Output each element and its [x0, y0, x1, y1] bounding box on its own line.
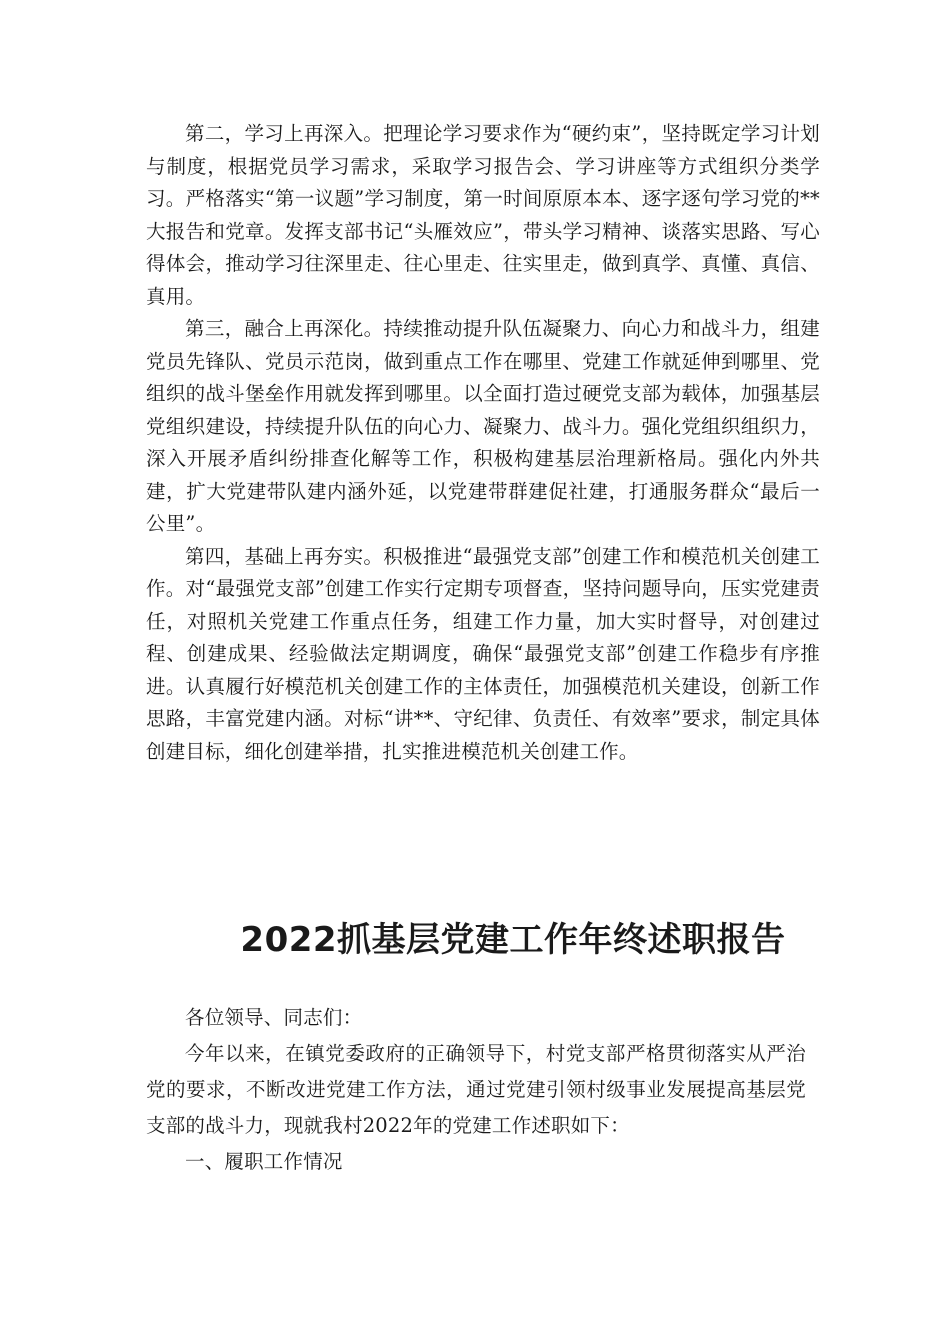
paragraph-third-point: 第三，融合上再深化。持续推动提升队伍凝聚力、向心力和战斗力，组建党员先锋队、党员示范岗，做到重点工作在哪里、党建工作就延伸到哪里、党组织的战斗堡垒作用就发挥到哪里。以全面打造过硬党支部为载体，加强基层党组织建设，持续提升队伍的向心力、凝聚力、战斗力。强化党组织组织力，深入开展矛盾纠纷排查化解等工作，积极构建基层治理新格局。强化内外共建，扩大党建带队建内涵外延，以党建带群建促社建，打通服务群众“最后一公里”。: [146, 317, 820, 535]
report-body: [146, 1000, 806, 1180]
paragraph-intro: 今年以来，在镇党委政府的正确领导下，村党支部严格贯彻落实从严治党的要求，不断改进党建工作方法，通过党建引领村级事业发展提高基层党支部的战斗力，现就我村2022年的党建工作述职如下：: [146, 1042, 806, 1137]
paragraph-fourth-point: 第四，基础上再夯实。积极推进“最强党支部”创建工作和模范机关创建工作。对“最强党支部”创建工作实行定期专项督查，坚持问题导向，压实党建责任，对照机关党建工作重点任务，组建工作力量，加大实时督导，对创建过程、创建成果、经验做法定期调度，确保“最强党支部”创建工作稳步有序推进。认真履行好模范机关创建工作的主体责任，加强模范机关建设，创新工作思路，丰富党建内涵。对标“讲**、守纪律、负责任、有效率”要求，制定具体创建目标，细化创建举措，扎实推进模范机关创建工作。: [146, 544, 820, 763]
previous-report-section: [146, 118, 820, 768]
section-heading-duty: 一、履职工作情况: [185, 1150, 343, 1173]
report-title: 2022抓基层党建工作年终述职报告: [240, 920, 786, 960]
paragraph-second-point: 第二，学习上再深入。把理论学习要求作为“硬约束”，坚持既定学习计划与制度，根据党员学习需求，采取学习报告会、学习讲座等方式组织分类学习。严格落实“第一议题”学习制度，第一时间原原本本、逐字逐句学习党的**大报告和党章。发挥支部书记“头雁效应”，带头学习精神、谈落实思路、写心得体会，推动学习往深里走、往心里走、往实里走，做到真学、真懂、真信、真用。: [146, 122, 820, 308]
salutation: 各位领导、同志们：: [185, 1006, 363, 1029]
